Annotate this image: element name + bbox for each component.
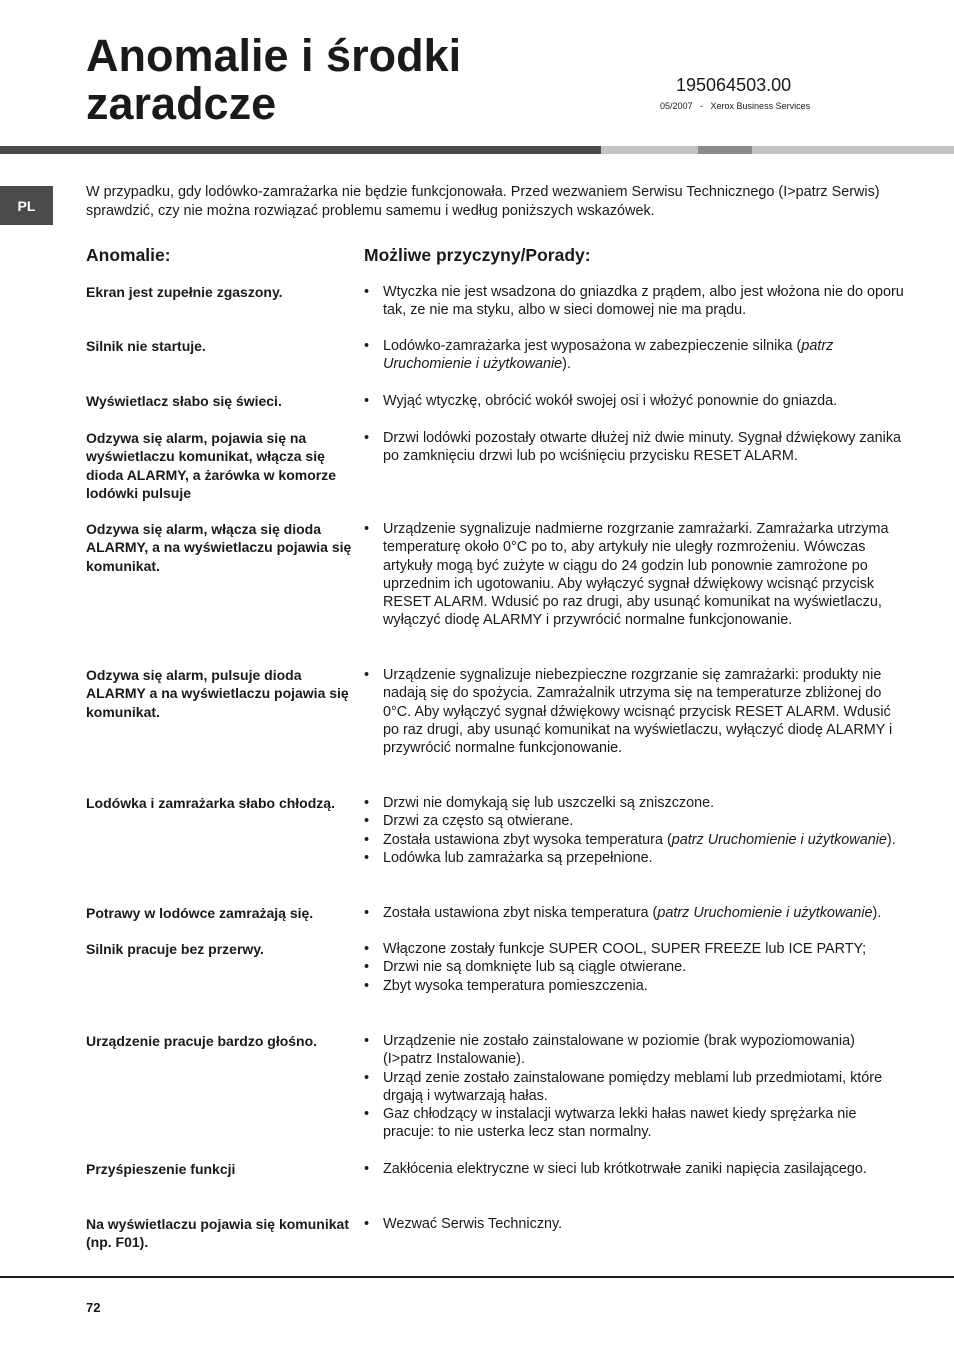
causes-list [364, 520, 904, 630]
cause-item [364, 1105, 904, 1142]
cause-text: ). [886, 831, 896, 848]
cause-text: Włączone zostały funkcje SUPER COOL, SUPER FREEZE lub ICE PARTY; [383, 941, 867, 957]
anomaly-text: Na wyświetlaczu pojawia się komunikat (np. F01). [86, 1216, 349, 1251]
cause-text: Wtyczka nie jest wsadzona do gniazdka z prądem, albo jest włożona nie do oporu tak, ze nie ma styku, albo w sieci domowej nie ma prądu. [383, 284, 904, 319]
causes-list [364, 429, 904, 466]
anomaly-text: Silnik nie startuje. [86, 338, 206, 354]
causes-list [364, 392, 904, 410]
causes-list [364, 1032, 904, 1142]
document-number: 195064503.00 [676, 75, 792, 95]
cause-text: Drzwi za często są otwierane. [383, 813, 574, 830]
cause-item [364, 283, 904, 320]
cause-text: Zbyt wysoka temperatura pomieszczenia. [383, 977, 648, 994]
causes-heading: Możliwe przyczyny/Porady: [364, 245, 591, 265]
page-title: Anomalie i środki zaradcze [86, 30, 462, 129]
cause-text: Urządzenie nie zostało zainstalowane w poziomie (brak wypoziomowania) (I>patrz Instalowanie). [383, 1033, 855, 1068]
causes-list [364, 666, 904, 757]
cause-text: Lodówka lub zamrażarka są przepełnione. [383, 849, 653, 866]
cause-text: ). [872, 905, 882, 921]
causes-list [364, 283, 904, 320]
cause-text: Wyjąć wtyczkę, obrócić wokół swojej osi i włożyć ponownie do gniazda. [383, 393, 838, 409]
anomaly-text: Silnik pracuje bez przerwy. [86, 941, 264, 957]
cause-reference: patrz Uruchomienie i użytkowanie [383, 338, 834, 373]
cause-item [364, 904, 904, 922]
cause-text: Lodówko-zamrażarka jest wyposażona w zabezpieczenie silnika ( [383, 338, 802, 354]
causes-list [364, 794, 904, 867]
cause-text: Wezwać Serwis Techniczny. [383, 1216, 563, 1232]
anomaly-text: Przyśpieszenie funkcji [86, 1161, 236, 1177]
cause-item [364, 940, 904, 958]
cause-item [364, 337, 904, 374]
anomaly-text: Lodówka i zamrażarka słabo chłodzą. [86, 795, 335, 811]
cause-item [364, 831, 904, 849]
cause-reference: patrz Uruchomienie i użytkowanie [657, 905, 873, 921]
cause-reference: patrz Uruchomienie i użytkowanie [671, 831, 887, 848]
cause-item [364, 666, 904, 757]
header-bar-dark [0, 146, 601, 154]
causes-list [364, 904, 904, 922]
cause-item [364, 1032, 904, 1069]
cause-text: Gaz chłodzący w instalacji wytwarza lekki hałas nawet kiedy sprężarka nie pracuje: to nie usterka lecz stan normalny. [383, 1106, 857, 1141]
anomaly-text: Odzywa się alarm, włącza się dioda ALARMY, a na wyświetlaczu pojawia się komunikat. [86, 521, 352, 574]
cause-text: Drzwi nie domykają się lub uszczelki są zniszczone. [383, 795, 715, 811]
anomaly-text: Odzywa się alarm, pulsuje dioda ALARMY a na wyświetlaczu pojawia się komunikat. [86, 667, 349, 720]
cause-text: Została ustawiona zbyt wysoka temperatura ( [383, 831, 672, 848]
cause-item [364, 1160, 904, 1178]
cause-text: Urządzenie sygnalizuje nadmierne rozgrzanie zamrażarki. Zamrażarka utrzyma temperaturę około 0°C po to, aby artykuły nie uległy rozmrożeniu. Wówczas artykuły mogą być zużyte w ciągu do 24 godzin lub ponownie zamrożone po uprzednim ich ugotowaniu. Aby wyłączyć sygnał dźwiękowy wcisnąć przycisk RESET ALARM. Wdusić po raz drugi, aby usunąć komunikat na wyświetlaczu, wyłączyć diodę ALARMY i przywrócić normalne funkcjonowanie. [383, 521, 889, 629]
cause-item [364, 849, 904, 867]
header-bar-light-end [752, 146, 954, 154]
header-bar-mid [698, 146, 752, 154]
cause-item [364, 520, 904, 630]
causes-list [364, 1215, 904, 1233]
cause-text: Urządzenie sygnalizuje niebezpieczne rozgrzanie się zamrażarki: produkty nie nadają się do spożycia. Zamrażalnik utrzyma się na temperaturze zbliżonej do 0°C. Aby wyłączyć sygnał dźwiękowy wcisnąć przycisk RESET ALARM. Wdusić po raz drugi, aby usunąć komunikat na wyświetlaczu, wyłączyć diodę ALARMY i przywrócić normalne funkcjonowanie. [383, 667, 893, 757]
cause-item [364, 958, 904, 976]
document-meta: 05/2007 - Xerox Business Services [660, 101, 811, 111]
intro-paragraph: W przypadku, gdy lodówko-zamrażarka nie będzie funkcjonowała. Przed wezwaniem Serwisu Technicznego (I>patrz Serwis) sprawdzić, czy nie można rozwiązać problemu samemu i według poniższych wskazówek. [86, 184, 880, 219]
anomaly-text: Potrawy w lodówce zamrażają się. [86, 905, 314, 921]
cause-text: Zakłócenia elektryczne w sieci lub krótkotrwałe zaniki napięcia zasilającego. [383, 1161, 867, 1177]
page-number: 72 [86, 1300, 101, 1315]
anomaly-text: Urządzenie pracuje bardzo głośno. [86, 1033, 318, 1049]
cause-text: Drzwi nie są domknięte lub są ciągle otwierane. [383, 959, 687, 976]
cause-item [364, 977, 904, 995]
cause-text: Urząd zenie zostało zainstalowane pomiędzy meblami lub przedmiotami, które drgają i wytwarzają hałas. [383, 1069, 883, 1104]
anomaly-text: Odzywa się alarm, pojawia się na wyświetlaczu komunikat, włącza się dioda ALARMY, a żarówka w komorze lodówki pulsuje [86, 430, 336, 501]
language-tab: PL [0, 186, 53, 225]
causes-list [364, 337, 904, 374]
anomaly-text: Ekran jest zupełnie zgaszony. [86, 284, 283, 300]
cause-item [364, 812, 904, 830]
causes-list [364, 1160, 904, 1178]
cause-text: Drzwi lodówki pozostały otwarte dłużej niż dwie minuty. Sygnał dźwiękowy zanika po zamknięciu drzwi lub po wciśnięciu przycisku RESET ALARM. [383, 430, 902, 465]
cause-item [364, 1215, 904, 1233]
cause-text: ). [562, 356, 571, 373]
header-bar-light [601, 146, 698, 154]
anomalies-heading: Anomalie: [86, 245, 171, 265]
cause-item [364, 392, 904, 410]
anomaly-text: Wyświetlacz słabo się świeci. [86, 393, 282, 409]
cause-item [364, 429, 904, 466]
cause-text: Została ustawiona zbyt niska temperatura ( [383, 905, 658, 921]
cause-item [364, 1069, 904, 1106]
footer-rule [0, 1276, 954, 1278]
causes-list [364, 940, 904, 995]
cause-item [364, 794, 904, 812]
